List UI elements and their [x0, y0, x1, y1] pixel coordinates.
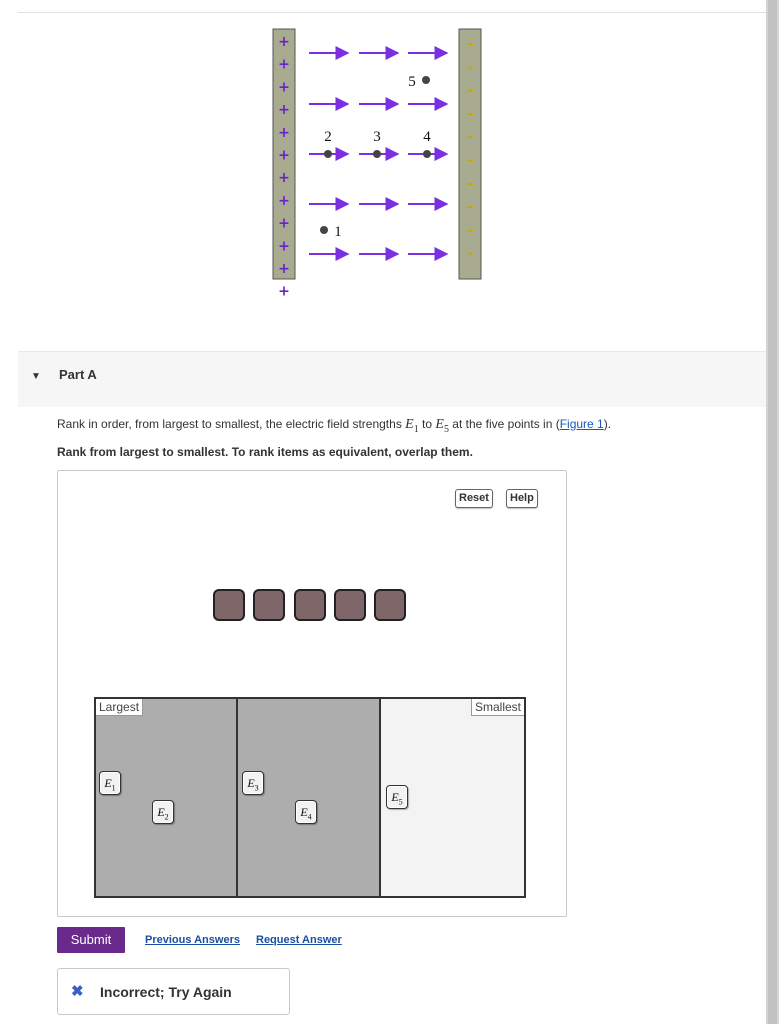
plus-sign: +: [278, 147, 290, 164]
question-text-close: ).: [603, 417, 612, 431]
point-1-dot: [320, 226, 328, 234]
plus-sign: +: [278, 238, 290, 255]
minus-sign: –: [466, 245, 474, 262]
point-4-dot: [423, 150, 431, 158]
plus-sign: +: [278, 34, 290, 50]
figure-link[interactable]: Figure 1: [559, 417, 604, 431]
minus-sign: –: [466, 82, 474, 99]
rank-slot-2[interactable]: [238, 699, 381, 896]
plus-sign: +: [278, 56, 290, 73]
scrollbar-thumb[interactable]: [768, 0, 777, 1024]
top-divider: [18, 12, 766, 13]
empty-tile-placeholder: [334, 589, 366, 621]
feedback-message: Incorrect; Try Again: [100, 984, 232, 1000]
symbol-e1: $E_1$: [405, 417, 419, 435]
plus-sign: +: [278, 215, 290, 232]
figure-1: [272, 28, 484, 300]
part-a-header[interactable]: [18, 351, 766, 407]
tile-e4[interactable]: $E_4$: [295, 800, 317, 824]
minus-sign: –: [466, 175, 474, 192]
tile-e3[interactable]: $E_3$: [242, 771, 264, 795]
incorrect-x-icon: ✖: [71, 983, 84, 1000]
minus-sign: –: [466, 105, 474, 122]
question-text: [57, 417, 611, 435]
instruction-text: Rank from largest to smallest. To rank items as equivalent, overlap them.: [57, 445, 473, 459]
plus-sign: +: [278, 283, 290, 300]
empty-tile-placeholder: [294, 589, 326, 621]
point-5-dot: [422, 76, 430, 84]
reset-button[interactable]: Reset: [455, 489, 493, 508]
plus-sign: +: [278, 261, 290, 277]
point-2-label: 2: [324, 129, 332, 145]
question-text-start: Rank in order, from largest to smallest, the electric field strengths: [57, 417, 406, 431]
plus-sign: +: [278, 192, 290, 209]
page-scrollbar[interactable]: [766, 0, 779, 1024]
submit-button[interactable]: Submit: [57, 927, 125, 953]
tile-e2[interactable]: $E_2$: [152, 800, 174, 824]
rank-slot-1[interactable]: [96, 699, 238, 896]
previous-answers-link[interactable]: Previous Answers: [145, 934, 240, 946]
point-2-dot: [324, 150, 332, 158]
feedback-box: [57, 968, 290, 1015]
minus-sign: –: [466, 222, 474, 239]
help-button[interactable]: Help: [506, 489, 538, 508]
collapse-caret-icon[interactable]: ▼: [31, 371, 41, 382]
plus-sign: +: [278, 102, 290, 119]
minus-sign: –: [466, 59, 474, 76]
minus-sign: –: [466, 152, 474, 169]
ranking-area[interactable]: [94, 697, 526, 898]
plus-sign: +: [278, 124, 290, 141]
question-text-mid: to: [418, 417, 436, 431]
request-answer-link[interactable]: Request Answer: [256, 934, 342, 946]
tile-e5[interactable]: $E_5$: [386, 785, 408, 809]
empty-tile-placeholder: [374, 589, 406, 621]
empty-tile-placeholder: [213, 589, 245, 621]
part-title: Part A: [59, 367, 97, 382]
point-4-label: 4: [423, 129, 431, 145]
minus-sign: –: [466, 199, 474, 216]
ranking-widget: [57, 470, 567, 917]
minus-sign: –: [466, 129, 474, 146]
largest-label: Largest: [96, 699, 143, 716]
point-3-label: 3: [373, 129, 381, 145]
point-5-label: 5: [408, 74, 416, 90]
minus-sign: –: [466, 36, 474, 52]
plus-sign: +: [278, 170, 290, 187]
empty-tile-placeholder: [253, 589, 285, 621]
point-1-label: 1: [334, 224, 342, 240]
plus-sign: +: [278, 79, 290, 96]
tile-e1[interactable]: $E_1$: [99, 771, 121, 795]
electric-field-diagram: [272, 28, 484, 300]
symbol-e5: $E_5$: [435, 417, 449, 435]
point-3-dot: [373, 150, 381, 158]
question-text-end: at the five points in (: [448, 417, 560, 431]
smallest-label: Smallest: [471, 699, 524, 716]
